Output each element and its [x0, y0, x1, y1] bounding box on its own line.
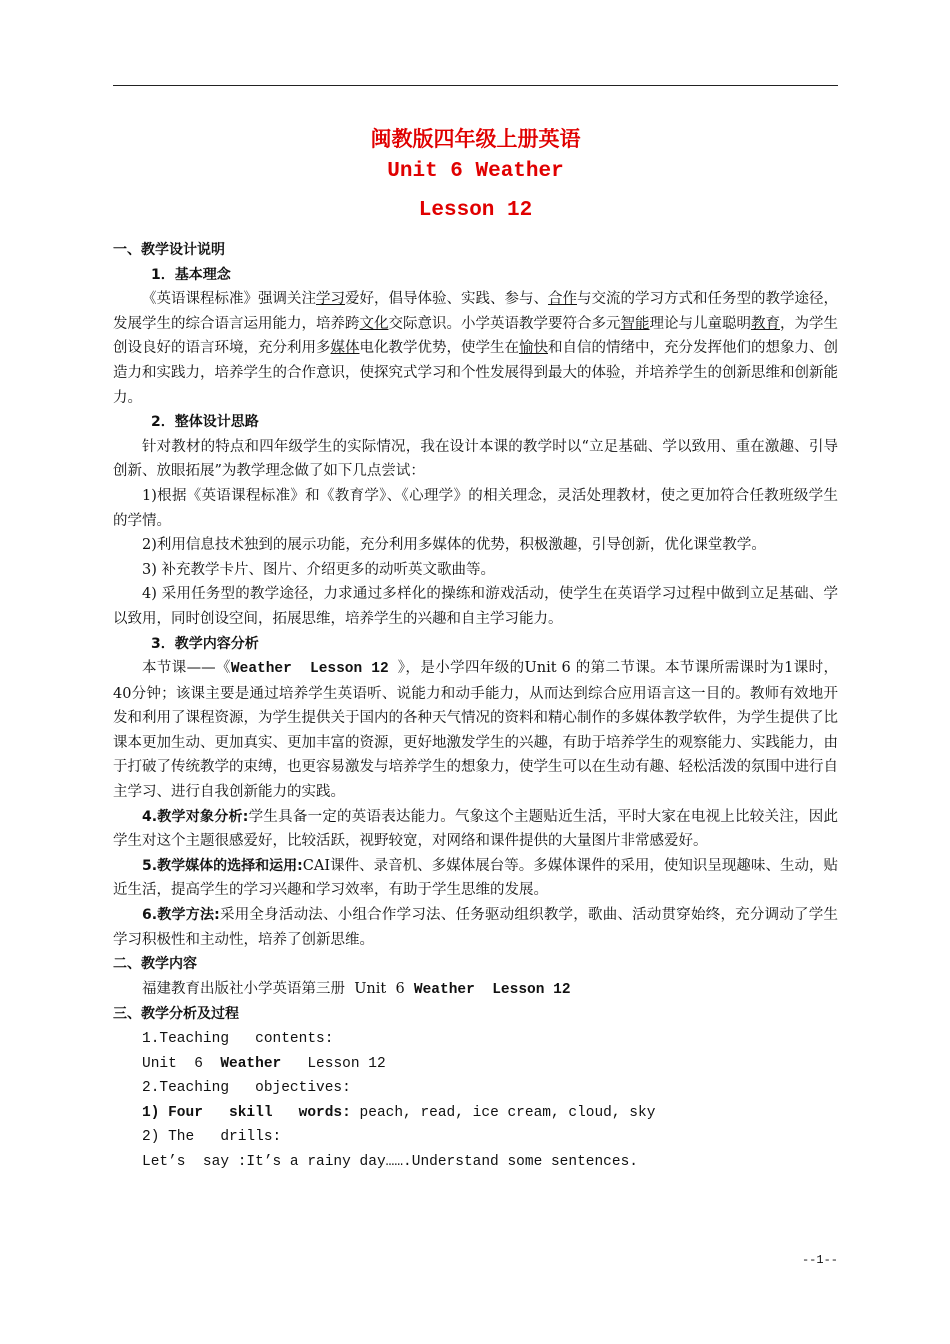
paragraph-basic-concept: 《英语课程标准》强调关注学习爱好，倡导体验、实践、参与、合作与交流的学习方式和任务型的教学途径，发展学生的综合语言运用能力，培养跨文化交际意识。小学英语教学要符合多元智能理论与儿童聪明教育，为学生创设良好的语言环境，充分利用多媒体电化教学优势，使学生在愉快和自信的情绪中，充分发挥他们的想象力、创造力和实践力，培养学生的合作意识，使探究式学习和个性发展得到最大的体验，并培养学生的创新思维和创新能力。 — [113, 291, 838, 406]
paragraph-student-analysis: 4.教学对象分析:学生具备一定的英语表达能力。气象这个主题贴近生活，平时大家在电视上比较关注，因此学生对这个主题很感爱好，比较活跃，视野较宽，对网络和课件提供的大量图片非常感爱好。 — [113, 808, 838, 850]
list-item: 1)根据《英语课程标准》和《教育学》、《心理学》的相关理念，灵活处理教材，使之更加符合任教班级学生的学情。 — [113, 487, 838, 529]
subsection-1-heading: 1．基本理念 — [151, 266, 231, 283]
paragraph-design-idea: 针对教材的特点和四年级学生的实际情况，我在设计本课的教学时以“立足基础、学以致用、重在激趣、引导创新、放眼拓展”为教学理念做了如下几点尝试： — [113, 438, 838, 480]
teaching-contents-label: 1.Teaching contents: — [142, 1031, 334, 1047]
document-body — [113, 238, 838, 1175]
section-3-heading: 三、教学分析及过程 — [113, 1006, 239, 1023]
drills-sentence: Let’s say :It’s a rainy day…….Understand some sentences. — [142, 1153, 638, 1170]
paragraph-method: 6.教学方法:采用全身活动法、小组合作学习法、任务驱动组织教学，歌曲、活动贯穿始终，充分调动了学生学习积极性和主动性，培养了创新思维。 — [113, 907, 838, 948]
header-rule — [113, 85, 838, 86]
skill-words-line: 1) Four skill words: peach, read, ice cream, cloud, sky — [142, 1104, 656, 1121]
teaching-content-line: 福建教育出版社小学英语第三册 Unit 6 Weather Lesson 12 — [142, 980, 571, 998]
paragraph-content-analysis: 本节课——《Weather Lesson 12 》，是小学四年级的Unit 6 的第二节课。本节课所需课时为1课时，40分钟；该课主要是通过培养学生英语听、说能力和动手能力，从而达到综合应用语言这一目的。教师有效地开发和利用了课程资源，为学生提供关于国内的各种天气情况的资料和精心制作的多媒体教学软件，为学生提供了比课本更加生动、更加真实、更加丰富的资源，更好地激发学生的兴趣，有助于培养学生的观察能力、实践能力，由于打破了传统教学的束缚，也更容易激发与培养学生的想象力，使学生可以在生动有趣、轻松活泼的氛围中进行自主学习、进行自我创新能力的实践。 — [113, 660, 838, 801]
section-2-heading: 二、教学内容 — [113, 956, 197, 973]
subsection-2-heading: 2．整体设计思路 — [151, 414, 259, 431]
lesson-title: Lesson 12 — [418, 199, 533, 222]
list-item: 4) 采用任务型的教学途径，力求通过多样化的操练和游戏活动，使学生在英语学习过程中做到立足基础、学以致用，同时创设空间，拓展思维，培养学生的兴趣和自主学习能力。 — [113, 586, 838, 627]
unit-title: Unit 6 Weather — [387, 160, 564, 183]
drills-label: 2) The drills: — [142, 1129, 282, 1146]
page-number: --1-- — [801, 1253, 838, 1267]
list-item: 3) 补充教学卡片、图片、介绍更多的动听英文歌曲等。 — [142, 561, 495, 578]
unit-line: Unit 6 Weather Lesson 12 — [142, 1055, 386, 1072]
paragraph-media: 5.教学媒体的选择和运用:CAI课件、录音机、多媒体展台等。多媒体课件的采用，使知识呈现趣味、生动，贴近生活，提高学生的学习兴趣和学习效率，有助于学生思维的发展。 — [113, 857, 838, 899]
teaching-objectives-label: 2.Teaching objectives: — [142, 1080, 351, 1097]
document-title: 闽教版四年级上册英语 — [370, 127, 581, 151]
subsection-3-heading: 3．教学内容分析 — [151, 635, 259, 652]
section-1-heading: 一、教学设计说明 — [113, 242, 225, 258]
list-item: 2)利用信息技术独到的展示功能，充分利用多媒体的优势，积极激趣，引导创新，优化课堂教学。 — [142, 537, 766, 554]
